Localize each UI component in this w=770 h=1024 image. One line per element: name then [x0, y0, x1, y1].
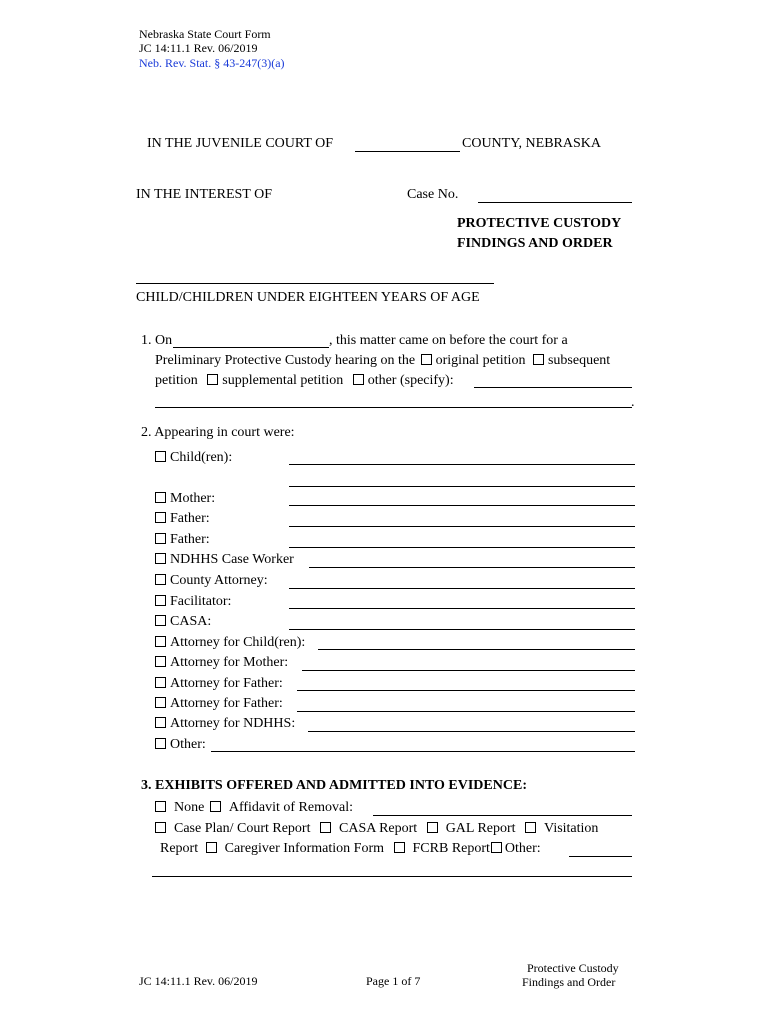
supplemental-petition-checkbox[interactable]: [207, 374, 218, 385]
atty-ndhhs-label: Attorney for NDHHS:: [170, 716, 296, 731]
footer-title-line2: Findings and Order: [522, 975, 616, 989]
subsequent-checkbox[interactable]: [533, 354, 544, 365]
county-field[interactable]: [355, 151, 460, 152]
appear-mother: [155, 491, 215, 507]
atty-children-checkbox[interactable]: [155, 636, 166, 647]
s1-period: .: [631, 395, 635, 410]
original-petition-checkbox[interactable]: [421, 354, 432, 365]
appear-county-attorney: [155, 573, 268, 589]
other-specify-field[interactable]: [474, 387, 632, 388]
page-number: Page 1 of 7: [366, 974, 421, 988]
other-specify-label: other (specify):: [367, 373, 454, 388]
atty-mother-label: Attorney for Mother:: [170, 655, 289, 670]
other-appear-checkbox[interactable]: [155, 738, 166, 749]
father-2-label: Father:: [170, 532, 210, 547]
visitation-checkbox[interactable]: [525, 822, 536, 833]
children-label: Child(ren):: [170, 450, 233, 465]
other-specify-checkbox[interactable]: [353, 374, 364, 385]
form-title-line2: FINDINGS AND ORDER: [457, 236, 613, 251]
s1-line3: [155, 373, 454, 389]
atty-father-2-label: Attorney for Father:: [170, 696, 283, 711]
atty-mother-field[interactable]: [302, 670, 635, 671]
facilitator-field[interactable]: [289, 608, 635, 609]
footer-form-revision: JC 14:11.1 Rev. 06/2019: [139, 974, 258, 988]
children-checkbox[interactable]: [155, 451, 166, 462]
atty-ndhhs-field[interactable]: [308, 731, 635, 732]
case-plan-checkbox[interactable]: [155, 822, 166, 833]
appear-atty-father-2: [155, 696, 283, 712]
case-plan-label: Case Plan/ Court Report: [174, 821, 311, 836]
mother-label: Mother:: [170, 491, 216, 506]
supplemental-petition-label: supplemental petition: [222, 373, 344, 388]
ndhhs-worker-label: NDHHS Case Worker: [170, 552, 294, 567]
s3-line2: [155, 821, 598, 837]
fcrb-checkbox[interactable]: [394, 842, 405, 853]
affidavit-field[interactable]: [373, 815, 632, 816]
s2-heading: 2. Appearing in court were:: [141, 425, 295, 440]
court-suffix: COUNTY, NEBRASKA: [462, 136, 601, 151]
visitation-label: Visitation: [544, 821, 599, 836]
s1-hearing-text: Preliminary Protective Custody hearing on the: [155, 353, 416, 368]
affidavit-label: Affidavit of Removal:: [228, 800, 353, 815]
father-1-field[interactable]: [289, 526, 635, 527]
case-no-field[interactable]: [478, 202, 632, 203]
county-attorney-checkbox[interactable]: [155, 574, 166, 585]
fcrb-label: FCRB Report: [412, 841, 490, 856]
father-2-checkbox[interactable]: [155, 533, 166, 544]
ndhhs-worker-checkbox[interactable]: [155, 553, 166, 564]
children-field[interactable]: [289, 464, 635, 465]
children-field-2[interactable]: [289, 486, 635, 487]
atty-father-2-checkbox[interactable]: [155, 697, 166, 708]
other-appear-label: Other:: [170, 737, 206, 752]
casa-label: CASA:: [170, 614, 212, 629]
mother-checkbox[interactable]: [155, 492, 166, 503]
form-title-line1: PROTECTIVE CUSTODY: [457, 216, 622, 231]
interest-of-label: IN THE INTEREST OF: [136, 187, 272, 202]
s1-on-label: 1. On: [141, 333, 173, 348]
appear-atty-father-1: [155, 676, 283, 692]
other-appear-field[interactable]: [211, 751, 635, 752]
s3-line1: [155, 800, 353, 816]
county-attorney-label: County Attorney:: [170, 573, 268, 588]
other-exhibit-field-2[interactable]: [152, 876, 632, 877]
atty-mother-checkbox[interactable]: [155, 656, 166, 667]
county-attorney-field[interactable]: [289, 588, 635, 589]
casa-report-label: CASA Report: [339, 821, 418, 836]
appear-atty-children: [155, 635, 305, 651]
father-2-field[interactable]: [289, 547, 635, 548]
appear-ndhhs-worker: [155, 552, 294, 568]
father-1-label: Father:: [170, 511, 210, 526]
caregiver-label: Caregiver Information Form: [224, 841, 385, 856]
form-name: Nebraska State Court Form: [139, 27, 271, 41]
appear-other: [155, 737, 206, 753]
atty-children-field[interactable]: [318, 649, 635, 650]
report-label: Report: [160, 841, 199, 856]
form-revision: JC 14:11.1 Rev. 06/2019: [139, 41, 258, 55]
gal-report-label: GAL Report: [445, 821, 516, 836]
appear-atty-mother: [155, 655, 288, 671]
father-1-checkbox[interactable]: [155, 512, 166, 523]
mother-field[interactable]: [289, 505, 635, 506]
case-no-label: Case No.: [407, 187, 459, 202]
statute-link[interactable]: Neb. Rev. Stat. § 43-247(3)(a): [139, 56, 285, 70]
children-label: CHILD/CHILDREN UNDER EIGHTEEN YEARS OF AGE: [136, 290, 480, 305]
affidavit-checkbox[interactable]: [210, 801, 221, 812]
caregiver-checkbox[interactable]: [206, 842, 217, 853]
hearing-date-field[interactable]: [173, 347, 329, 348]
child-name-field[interactable]: [136, 283, 494, 284]
ndhhs-worker-field[interactable]: [309, 567, 635, 568]
other-exhibit-label: Other:: [504, 841, 541, 856]
original-petition-label: original petition: [435, 353, 526, 368]
casa-field[interactable]: [289, 629, 635, 630]
subsequent-label: subsequent: [547, 353, 611, 368]
atty-children-label: Attorney for Child(ren):: [170, 635, 306, 650]
none-checkbox[interactable]: [155, 801, 166, 812]
facilitator-checkbox[interactable]: [155, 595, 166, 606]
appear-father-2: [155, 532, 210, 548]
none-label: None: [174, 800, 205, 815]
other-exhibit-field[interactable]: [569, 856, 632, 857]
s3-line3: [160, 841, 541, 857]
s1-came-before: , this matter came on before the court for a: [329, 333, 568, 348]
atty-ndhhs-checkbox[interactable]: [155, 717, 166, 728]
gal-report-checkbox[interactable]: [427, 822, 438, 833]
appear-facilitator: [155, 594, 231, 610]
court-prefix: IN THE JUVENILE COURT OF: [147, 136, 334, 151]
petition-label: petition: [155, 373, 198, 388]
facilitator-label: Facilitator:: [170, 594, 232, 609]
atty-father-1-label: Attorney for Father:: [170, 676, 283, 691]
casa-checkbox[interactable]: [155, 615, 166, 626]
other-exhibit-checkbox[interactable]: [491, 842, 502, 853]
s1-line2: [155, 353, 610, 369]
atty-father-2-field[interactable]: [297, 711, 635, 712]
other-specify-field-2[interactable]: [155, 407, 632, 408]
s3-heading: 3. EXHIBITS OFFERED AND ADMITTED INTO EVIDENCE:: [141, 778, 527, 793]
casa-report-checkbox[interactable]: [320, 822, 331, 833]
atty-father-1-checkbox[interactable]: [155, 677, 166, 688]
appear-casa: [155, 614, 211, 630]
footer-title-line1: Protective Custody: [527, 961, 619, 975]
appear-children: [155, 450, 232, 466]
atty-father-1-field[interactable]: [297, 690, 635, 691]
appear-father-1: [155, 511, 210, 527]
appear-atty-ndhhs: [155, 716, 295, 732]
